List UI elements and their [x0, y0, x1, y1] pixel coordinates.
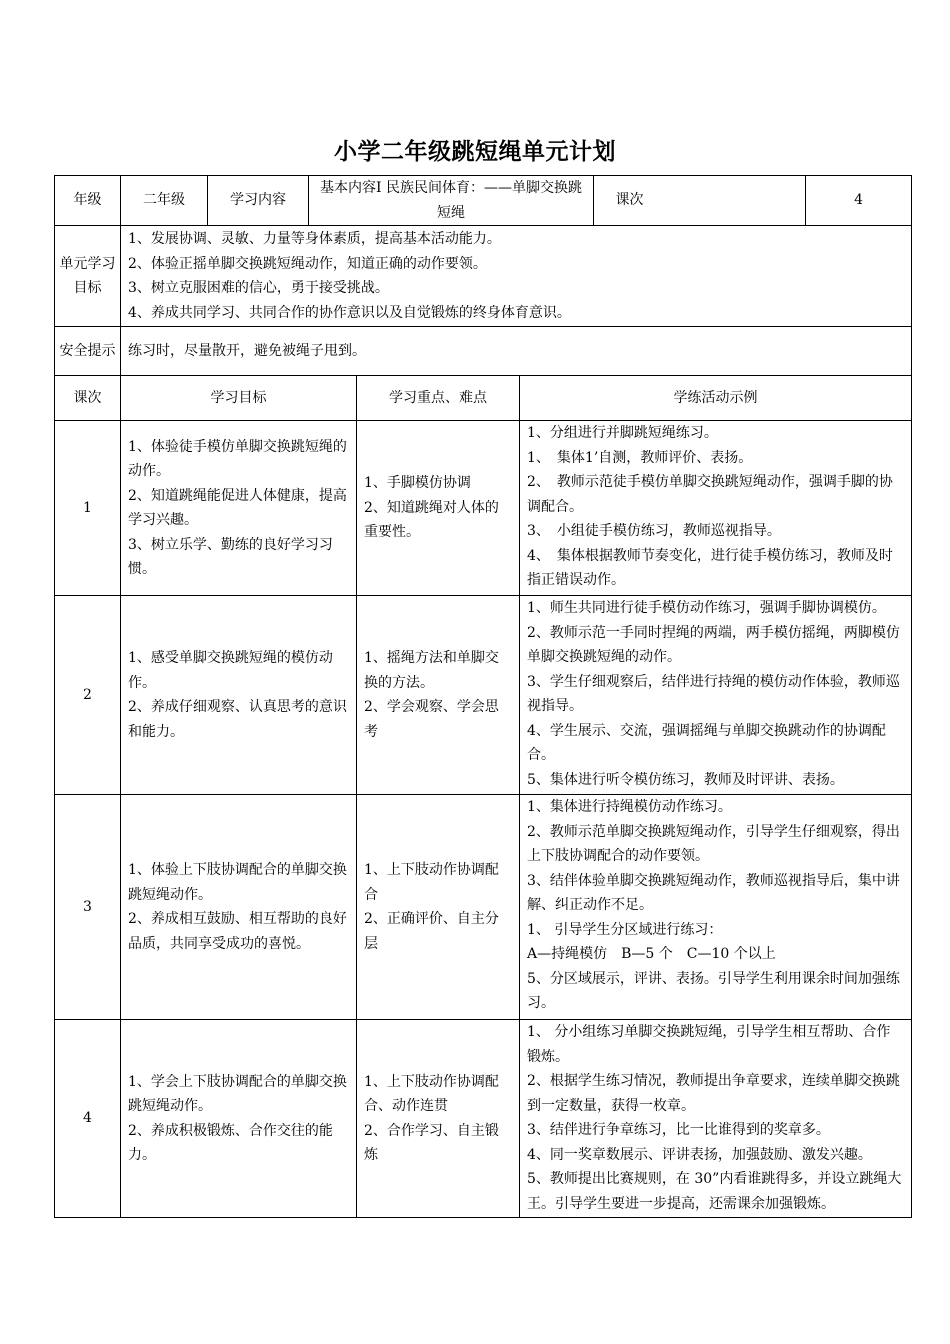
- activity-item: 2、教师示范一手同时捏绳的两端，两手模仿摇绳，两脚模仿单脚交换跳短绳的动作。: [527, 624, 900, 665]
- lesson-objectives: [121, 421, 357, 596]
- focus-item: 2、合作学习、自主锻炼: [364, 1122, 499, 1163]
- col-focus: 学习重点、难点: [357, 376, 520, 421]
- focus-item: 1、上下肢动作协调配合、动作连贯: [364, 1073, 499, 1114]
- activity-item: 2、 教师示范徒手模仿单脚交换跳短绳动作，强调手脚的协调配合。: [527, 474, 893, 515]
- unit-goal-item: 4、养成共同学习、共同合作的协作意识以及自觉锻炼的终身体育意识。: [128, 304, 571, 321]
- unit-goal-item: 2、体验正摇单脚交换跳短绳动作，知道正确的动作要领。: [128, 255, 487, 272]
- unit-goals-label: 单元学习目标: [55, 226, 121, 327]
- col-objectives: 学习目标: [121, 376, 357, 421]
- safety-label: 安全提示: [55, 327, 121, 376]
- activity-item: 5、分区域展示，评讲、表扬。引导学生利用课余时间加强练习。: [527, 970, 900, 1011]
- unit-goal-item: 3、树立克服困难的信心，勇于接受挑战。: [128, 280, 389, 296]
- lesson-activities: [520, 596, 912, 795]
- lesson-objectives: [121, 596, 357, 795]
- objective-item: 1、体验上下肢协调配合的单脚交换跳短绳动作。: [128, 862, 347, 903]
- unit-goal-item: 1、发展协调、灵敏、力量等身体素质，提高基本活动能力。: [128, 231, 501, 247]
- activity-item: 1、分组进行并脚跳短绳练习。: [527, 425, 718, 441]
- safety-text: 练习时，尽量散开，避免被绳子甩到。: [121, 327, 912, 376]
- lesson-objectives: [121, 1020, 357, 1218]
- unit-plan-table: [54, 175, 912, 1218]
- lesson-row: [55, 795, 912, 1020]
- activity-item: 5、教师提出比赛规则，在 30”内看谁跳得多，并设立跳绳大王。引导学生要进一步提高，还需课余加强锻炼。: [527, 1171, 902, 1212]
- activity-item: 4、学生展示、交流，强调摇绳与单脚交换跳动作的协调配合。: [527, 722, 886, 763]
- content-label: 学习内容: [208, 176, 309, 226]
- lesson-objectives: [121, 795, 357, 1020]
- lessons-value: 4: [806, 176, 912, 226]
- objective-item: 2、养成积极锻炼、合作交往的能力。: [128, 1122, 333, 1163]
- objective-item: 1、体验徒手模仿单脚交换跳短绳的动作。: [128, 438, 347, 479]
- activity-item: 2、根据学生练习情况，教师提出争章要求，连续单脚交换跳到一定数量，获得一枚章。: [527, 1073, 900, 1114]
- lesson-focus: [357, 421, 520, 596]
- lesson-number: 1: [55, 421, 121, 596]
- activity-item: 1、集体进行持绳模仿动作练习。: [527, 799, 732, 815]
- activity-item: A—持绳模仿 B—5 个 C—10 个以上: [527, 946, 776, 962]
- objective-item: 2、养成相互鼓励、相互帮助的良好品质，共同享受成功的喜悦。: [128, 911, 347, 952]
- lesson-activities: [520, 795, 912, 1020]
- objective-item: 1、感受单脚交换跳短绳的模仿动作。: [128, 650, 333, 691]
- activity-item: 3、结伴体验单脚交换跳短绳动作，教师巡视指导后，集中讲解、纠正动作不足。: [527, 872, 900, 913]
- grade-label: 年级: [55, 176, 121, 226]
- focus-item: 2、学会观察、学会思考: [364, 699, 499, 740]
- activity-item: 5、集体进行听令模仿练习，教师及时评讲、表扬。: [527, 771, 844, 788]
- lesson-focus: [357, 596, 520, 795]
- activity-item: 1、 引导学生分区域进行练习：: [527, 921, 723, 938]
- lesson-row: [55, 596, 912, 795]
- page-title: 小学二年级跳短绳单元计划: [334, 139, 616, 165]
- activity-item: 1、师生共同进行徒手模仿动作练习，强调手脚协调模仿。: [527, 600, 886, 616]
- lesson-row: [55, 1020, 912, 1218]
- objective-item: 3、树立乐学、勤练的良好学习习惯。: [128, 536, 333, 577]
- header-row: [55, 176, 912, 226]
- grade-value: 二年级: [121, 176, 208, 226]
- objective-item: 2、养成仔细观察、认真思考的意识和能力。: [128, 699, 347, 740]
- activity-item: 4、同一奖章数展示、评讲表扬，加强鼓励、激发兴趣。: [527, 1146, 872, 1163]
- columns-header-row: [55, 376, 912, 421]
- lesson-activities: [520, 1020, 912, 1218]
- lesson-number: 2: [55, 596, 121, 795]
- unit-goals-row: [55, 226, 912, 327]
- unit-goals-list: [121, 226, 912, 327]
- activity-item: 3、 小组徒手模仿练习，教师巡视指导。: [527, 523, 781, 539]
- content-value: 基本内容Ⅰ 民族民间体育：——单脚交换跳短绳: [309, 176, 594, 226]
- lesson-number: 3: [55, 795, 121, 1020]
- lesson-activities: [520, 421, 912, 596]
- activity-item: 3、学生仔细观察后，结伴进行持绳的模仿动作体验，教师巡视指导。: [527, 673, 900, 714]
- focus-item: 1、手脚模仿协调: [364, 475, 471, 492]
- activity-item: 1、 分小组练习单脚交换跳短绳，引导学生相互帮助、合作锻炼。: [527, 1024, 891, 1065]
- activity-item: 3、结伴进行争章练习，比一比谁得到的奖章多。: [527, 1122, 830, 1138]
- lesson-number: 4: [55, 1020, 121, 1218]
- objective-item: 1、学会上下肢协调配合的单脚交换跳短绳动作。: [128, 1073, 347, 1114]
- safety-row: [55, 327, 912, 376]
- focus-item: 2、知道跳绳对人体的重要性。: [364, 499, 499, 541]
- lesson-row: [55, 421, 912, 596]
- lesson-focus: [357, 1020, 520, 1218]
- focus-item: 1、上下肢动作协调配合: [364, 862, 499, 903]
- col-activities: 学练活动示例: [520, 376, 912, 421]
- focus-item: 1、摇绳方法和单脚交换的方法。: [364, 650, 499, 691]
- objective-item: 2、知道跳绳能促进人体健康，提高学习兴趣。: [128, 487, 347, 528]
- activity-item: 1、 集体1’自测，教师评价、表扬。: [527, 449, 753, 466]
- focus-item: 2、正确评价、自主分层: [364, 911, 499, 952]
- col-lesson: 课次: [55, 376, 121, 421]
- lessons-label: 课次: [594, 176, 806, 226]
- activity-item: 2、教师示范单脚交换跳短绳动作，引导学生仔细观察，得出上下肢协调配合的动作要领。: [527, 823, 900, 864]
- activity-item: 4、 集体根据教师节奏变化，进行徒手模仿练习，教师及时指正错误动作。: [527, 547, 893, 588]
- lesson-focus: [357, 795, 520, 1020]
